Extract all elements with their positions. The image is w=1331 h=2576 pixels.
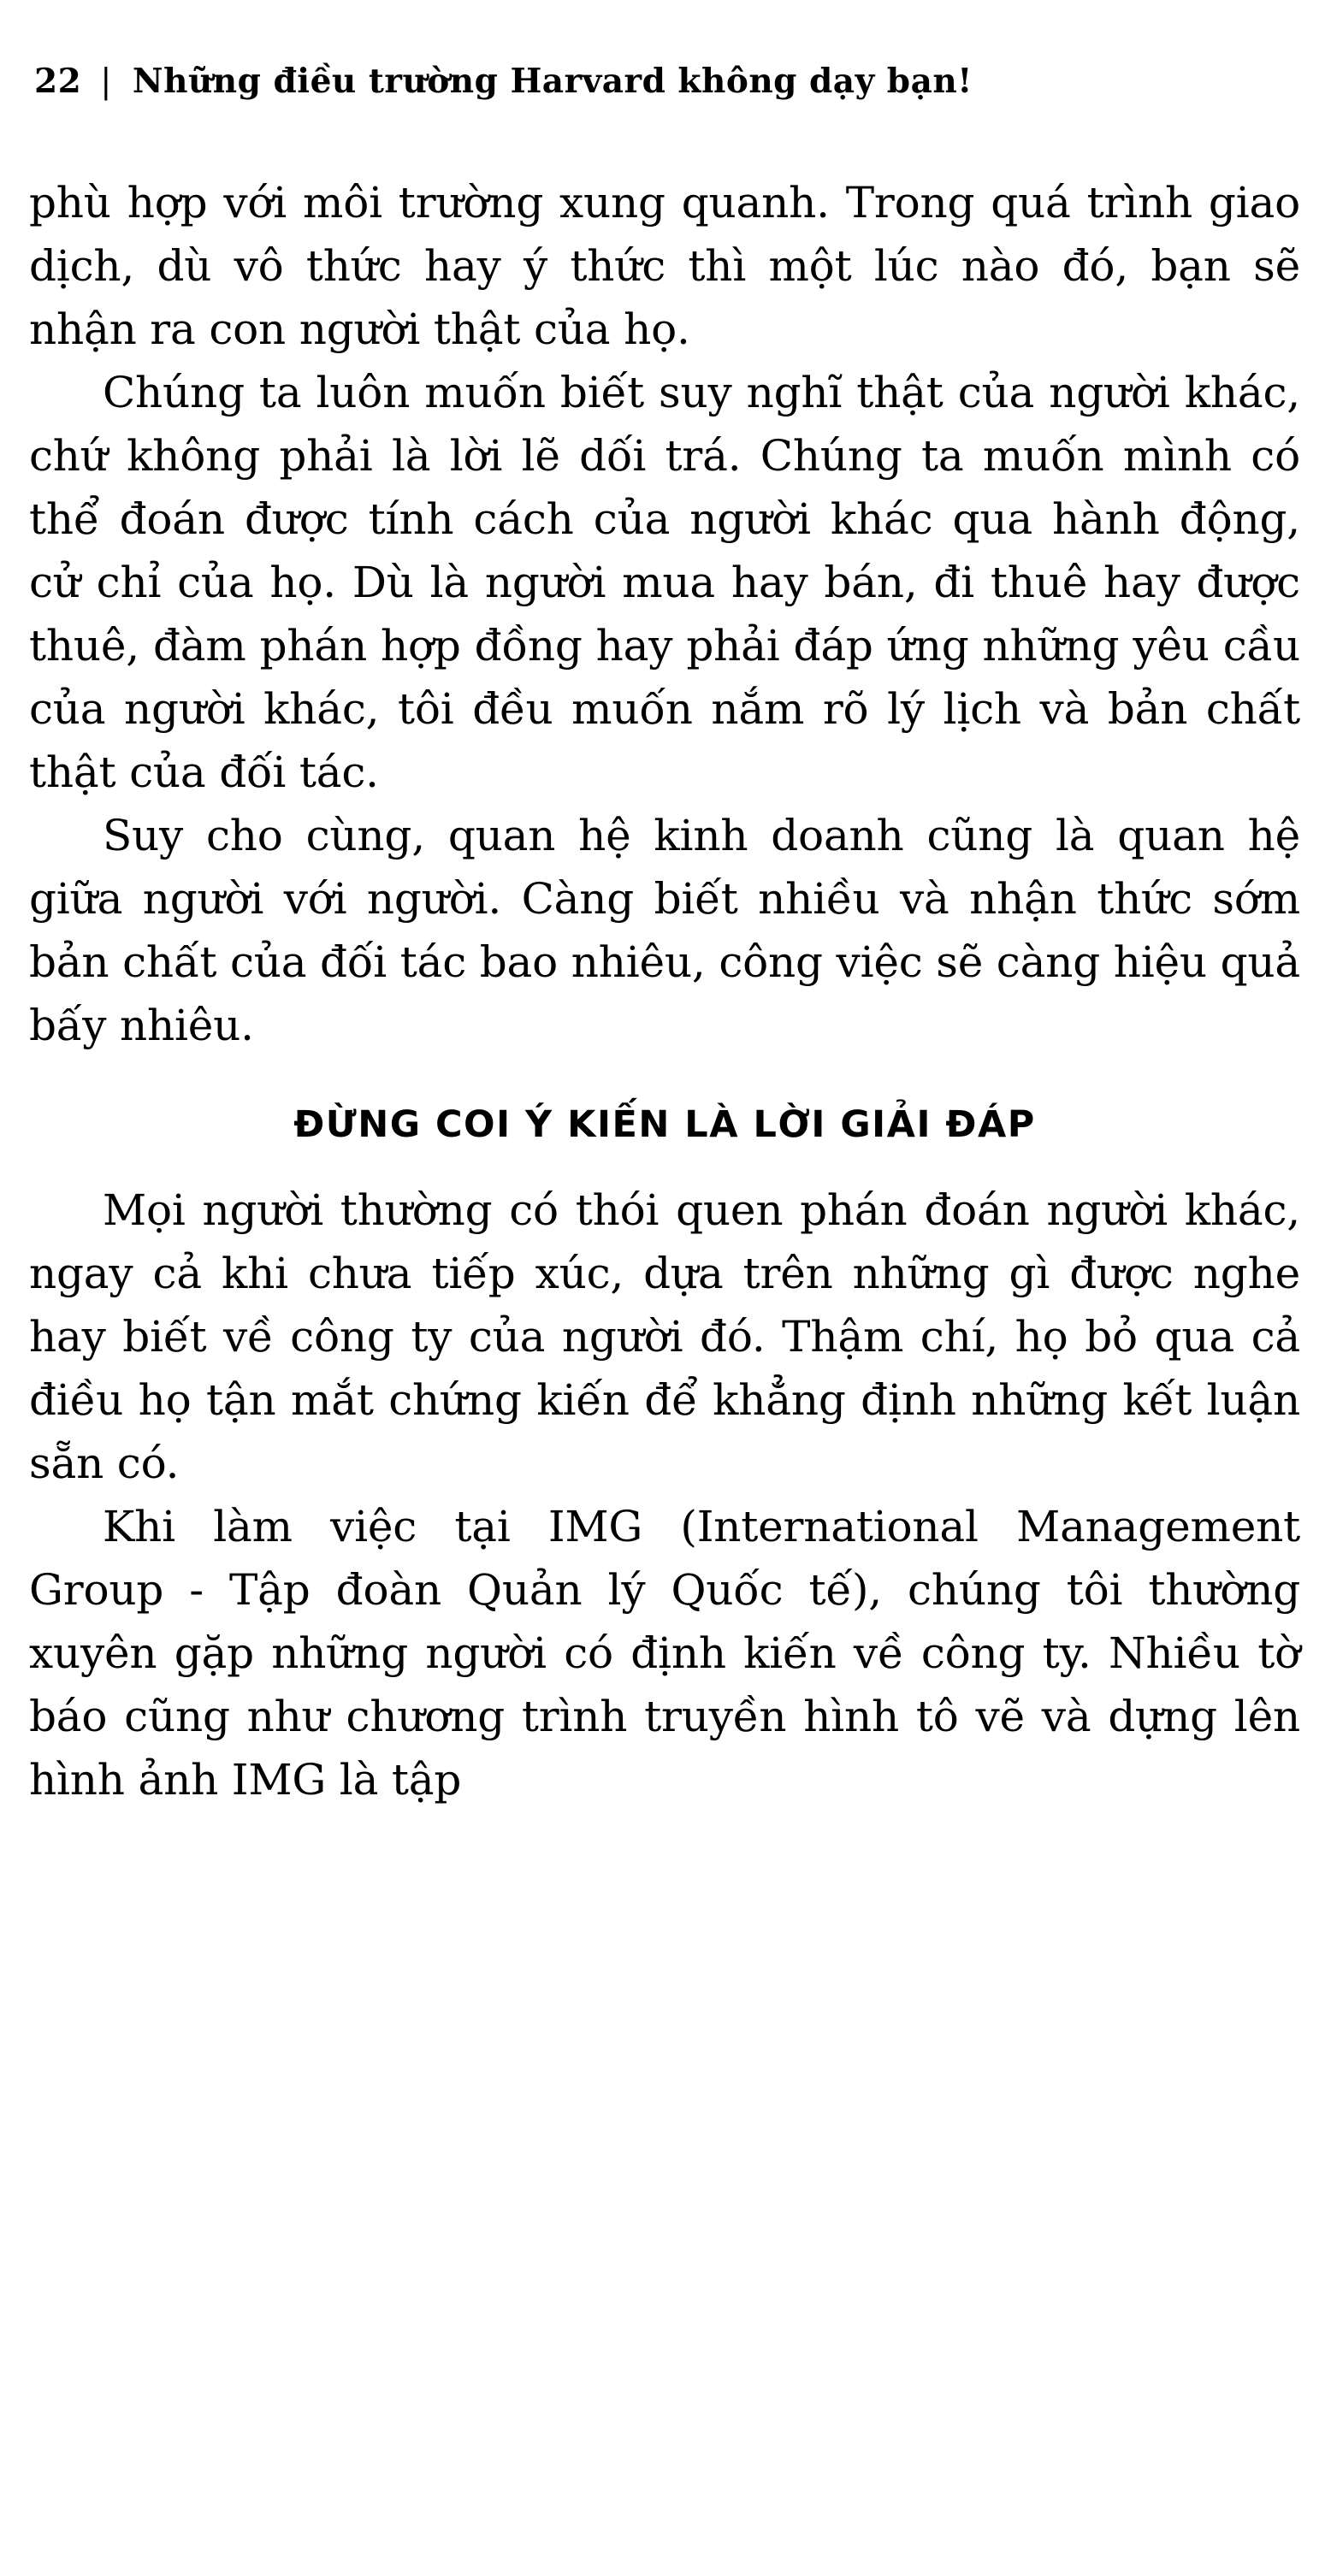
page-body bbox=[29, 171, 1300, 1811]
page-number: 22 bbox=[34, 62, 82, 101]
folio-separator: | bbox=[100, 62, 112, 101]
paragraph: Chúng ta luôn muốn biết suy nghĩ thật của người khác, chứ không phải là lời lẽ dối trá. Chúng ta muốn mình có thể đoán được tính cách của người khác qua hành động, cử chỉ của họ. Dù là người mua hay bán, đi thuê hay được thuê, đàm phán hợp đồng hay phải đáp ứng những yêu cầu của người khác, tôi đều muốn nắm rõ lý lịch và bản chất thật của đối tác. bbox=[29, 368, 1300, 797]
paragraph: Suy cho cùng, quan hệ kinh doanh cũng là quan hệ giữa người với người. Càng biết nhiều và nhận thức sớm bản chất của đối tác bao nhiêu, công việc sẽ càng hiệu quả bấy nhiêu. bbox=[29, 811, 1301, 1050]
paragraph: Khi làm việc tại IMG (International Management Group - Tập đoàn Quản lý Quốc tế), chúng tôi thường xuyên gặp những người có định kiến về công ty. Nhiều tờ báo cũng như chương trình truyền hình tô vẽ và dựng lên hình ảnh IMG là tập bbox=[29, 1502, 1300, 1805]
section-heading: ĐỪNG COI Ý KIẾN LÀ LỜI GIẢI ĐÁP bbox=[293, 1103, 1036, 1146]
paragraph: Mọi người thường có thói quen phán đoán người khác, ngay cả khi chưa tiếp xúc, dựa trên những gì được nghe hay biết về công ty của người đó. Thậm chí, họ bỏ qua cả điều họ tận mắt chứng kiến để khẳng định những kết luận sẵn có. bbox=[29, 1185, 1300, 1488]
running-title: Những điều trường Harvard không dạy bạn! bbox=[132, 62, 973, 101]
running-head bbox=[34, 62, 1297, 101]
paragraph: phù hợp với môi trường xung quanh. Trong quá trình giao dịch, dù vô thức hay ý thức thì một lúc nào đó, bạn sẽ nhận ra con người thật của họ. bbox=[29, 178, 1300, 354]
